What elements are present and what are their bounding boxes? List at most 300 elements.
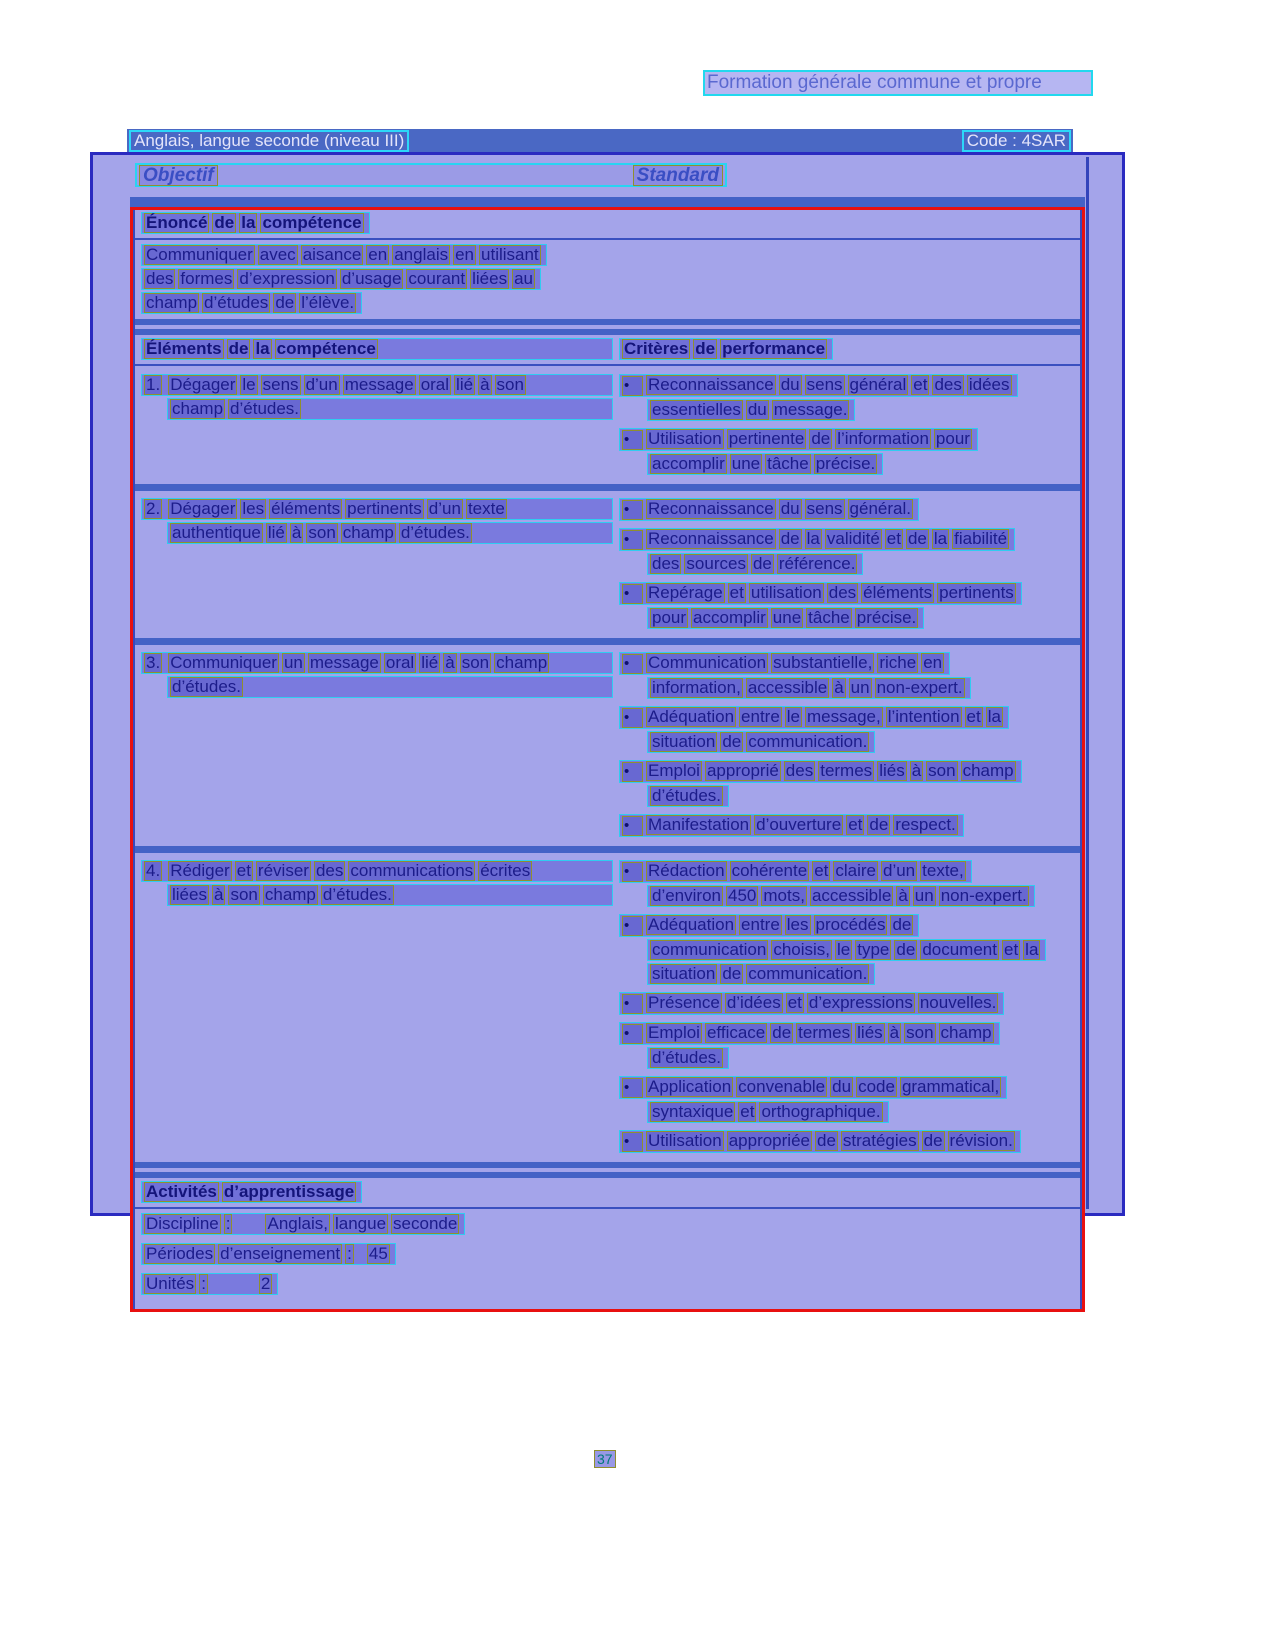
word-highlight: Emploi bbox=[648, 761, 700, 780]
row-separator bbox=[135, 846, 1080, 853]
word-highlight: langue bbox=[334, 1214, 387, 1233]
section-heading bbox=[619, 338, 833, 360]
word-highlight: d’expression bbox=[239, 269, 335, 288]
word-highlight: pour bbox=[935, 429, 970, 448]
enonce-paragraph bbox=[135, 244, 1080, 316]
word-highlight: d’études. bbox=[172, 677, 241, 696]
text-line bbox=[647, 963, 875, 985]
word-highlight: à bbox=[898, 886, 908, 905]
table-top-bar bbox=[130, 197, 1085, 207]
word-highlight: nouvelles. bbox=[919, 993, 997, 1012]
word-highlight: document bbox=[922, 940, 997, 959]
heading-rule bbox=[135, 1207, 1080, 1209]
word-highlight: message bbox=[309, 653, 379, 672]
text-line bbox=[619, 1076, 1007, 1099]
word-highlight: champ bbox=[146, 293, 198, 312]
word-highlight: efficace bbox=[706, 1023, 766, 1042]
word-highlight: général. bbox=[849, 499, 911, 518]
word-highlight: anglais bbox=[394, 245, 449, 264]
text-line bbox=[167, 398, 613, 420]
word-highlight: de bbox=[695, 339, 716, 358]
running-header: Formation générale commune et propre bbox=[703, 70, 1093, 96]
criterion bbox=[619, 582, 1076, 631]
word-highlight: lié bbox=[267, 523, 285, 542]
word-highlight: Rédiger bbox=[170, 861, 230, 880]
word-highlight: d’études. bbox=[230, 399, 300, 418]
word-highlight: à bbox=[291, 523, 302, 542]
text-line bbox=[619, 374, 1018, 397]
word-highlight: message. bbox=[773, 400, 848, 419]
enonce-section-heading bbox=[135, 212, 1080, 236]
text-line bbox=[141, 860, 613, 882]
bullet-icon: • bbox=[622, 584, 643, 604]
word-highlight: précise. bbox=[856, 608, 917, 627]
table-inner bbox=[133, 210, 1082, 1309]
bullet-icon: • bbox=[622, 994, 643, 1014]
word-highlight: à bbox=[834, 678, 844, 697]
word-highlight: de bbox=[869, 815, 889, 834]
panel-vertical-rule bbox=[1086, 157, 1089, 1209]
word-highlight: Reconnaissance bbox=[648, 499, 774, 518]
word-highlight: la bbox=[933, 529, 948, 548]
word-highlight: riche bbox=[879, 653, 917, 672]
word-highlight: information, bbox=[652, 678, 741, 697]
word-highlight: de bbox=[896, 940, 916, 959]
word-highlight: 2 bbox=[260, 1274, 271, 1293]
text-line bbox=[619, 1130, 1021, 1153]
word-highlight: la bbox=[1025, 940, 1039, 959]
word-highlight: de bbox=[214, 213, 235, 232]
criterion bbox=[619, 374, 1076, 423]
word-highlight: 450 bbox=[728, 886, 757, 905]
word-highlight: éléments bbox=[271, 499, 341, 518]
heading-rule bbox=[135, 238, 1080, 240]
word-highlight: Adéquation bbox=[648, 707, 735, 726]
objectif-heading: Objectif bbox=[139, 165, 218, 186]
criterion bbox=[619, 498, 1076, 523]
section-heading bbox=[141, 338, 613, 360]
word-highlight: l’intention bbox=[887, 707, 960, 726]
element-row bbox=[135, 370, 1080, 481]
word-highlight: l’information bbox=[837, 429, 929, 448]
element-statement bbox=[135, 652, 613, 839]
word-highlight: liées bbox=[472, 269, 508, 288]
word-highlight: 4. bbox=[146, 861, 161, 880]
word-highlight: Repérage bbox=[648, 583, 723, 602]
word-highlight: de bbox=[722, 964, 742, 983]
word-highlight: et bbox=[1003, 940, 1019, 959]
word-highlight: formes bbox=[180, 269, 233, 288]
word-highlight: termes bbox=[820, 761, 873, 780]
word-highlight: un bbox=[914, 886, 934, 905]
field-label-value bbox=[141, 1243, 396, 1265]
word-highlight: en bbox=[455, 245, 475, 264]
word-highlight: d’études. bbox=[652, 786, 721, 805]
word-highlight: de bbox=[816, 1131, 836, 1150]
word-highlight: Communication bbox=[648, 653, 767, 672]
word-highlight: performance bbox=[722, 339, 826, 358]
word-highlight: champ bbox=[342, 523, 394, 542]
text-line bbox=[619, 992, 1004, 1015]
word-highlight: une bbox=[731, 454, 761, 473]
word-highlight: situation bbox=[652, 964, 716, 983]
word-highlight: à bbox=[213, 885, 224, 904]
word-highlight: l’élève. bbox=[301, 293, 355, 312]
word-highlight: lié bbox=[421, 653, 439, 672]
criterion bbox=[619, 1130, 1076, 1155]
word-highlight: 2. bbox=[146, 499, 161, 518]
word-highlight: Application bbox=[648, 1077, 732, 1096]
text-line bbox=[647, 677, 971, 699]
content-panel bbox=[90, 152, 1125, 1293]
word-highlight: choisis, bbox=[773, 940, 831, 959]
activity-field bbox=[141, 1243, 1076, 1267]
text-line bbox=[647, 453, 883, 475]
word-highlight: la bbox=[241, 213, 256, 232]
word-highlight: Dégager bbox=[170, 375, 236, 394]
word-highlight: authentique bbox=[172, 523, 261, 542]
word-highlight: et bbox=[236, 861, 251, 880]
word-highlight: champ bbox=[264, 885, 316, 904]
word-highlight: d’enseignement bbox=[220, 1244, 341, 1263]
word-highlight: tâche bbox=[767, 454, 809, 473]
word-highlight: accomplir bbox=[693, 608, 766, 627]
activites-fields bbox=[135, 1213, 1080, 1297]
word-highlight: son bbox=[461, 653, 490, 672]
word-highlight: à bbox=[889, 1023, 900, 1042]
bullet-icon: • bbox=[622, 816, 643, 836]
word-highlight: entre bbox=[741, 707, 780, 726]
word-highlight: oral bbox=[420, 375, 450, 394]
word-highlight: Dégager bbox=[170, 499, 236, 518]
word-highlight: du bbox=[832, 1077, 852, 1096]
word-highlight: Reconnaissance bbox=[648, 529, 774, 548]
word-highlight: et bbox=[848, 815, 863, 834]
word-highlight: le bbox=[786, 707, 801, 726]
field-label-value bbox=[141, 1213, 465, 1235]
text-line bbox=[619, 860, 972, 883]
word-highlight: Périodes bbox=[146, 1244, 214, 1263]
bullet-icon: • bbox=[622, 862, 643, 882]
word-highlight: pour bbox=[652, 608, 687, 627]
word-highlight: idées bbox=[968, 375, 1010, 394]
word-highlight: pertinente bbox=[728, 429, 805, 448]
word-highlight: à bbox=[911, 761, 922, 780]
section-heading bbox=[141, 212, 370, 234]
word-highlight: des bbox=[828, 583, 857, 602]
word-highlight: substantielle, bbox=[773, 653, 873, 672]
word-highlight: : bbox=[201, 1274, 206, 1293]
bullet-icon: • bbox=[622, 1024, 643, 1044]
word-highlight: termes bbox=[798, 1023, 851, 1042]
text-line bbox=[141, 268, 541, 290]
text-line bbox=[647, 885, 1035, 907]
text-line bbox=[141, 244, 547, 266]
word-highlight: procédés bbox=[815, 915, 886, 934]
text-line bbox=[619, 760, 1022, 783]
word-highlight: Critères bbox=[624, 339, 689, 358]
word-highlight: liées bbox=[172, 885, 207, 904]
element-statement bbox=[135, 374, 613, 477]
bullet-icon: • bbox=[622, 1132, 643, 1152]
word-highlight: de bbox=[811, 429, 831, 448]
word-highlight: aisance bbox=[302, 245, 362, 264]
text-line bbox=[647, 553, 863, 575]
word-highlight: et bbox=[729, 583, 744, 602]
bullet-icon: • bbox=[622, 762, 643, 782]
word-highlight: son bbox=[308, 523, 336, 542]
word-highlight: en bbox=[923, 653, 943, 672]
word-highlight: message bbox=[344, 375, 414, 394]
word-highlight: d’études. bbox=[322, 885, 392, 904]
word-highlight: d’expressions bbox=[808, 993, 913, 1012]
word-highlight: de bbox=[892, 915, 912, 934]
word-highlight: code bbox=[858, 1077, 895, 1096]
criterion bbox=[619, 1076, 1076, 1125]
word-highlight: le bbox=[242, 375, 256, 394]
word-highlight: les bbox=[242, 499, 265, 518]
word-highlight: utilisant bbox=[481, 245, 539, 264]
word-highlight: précise. bbox=[815, 454, 876, 473]
bullet-icon: • bbox=[622, 708, 643, 728]
activity-field bbox=[141, 1273, 1076, 1297]
paragraph-line-wrap bbox=[141, 268, 1076, 292]
row-separator bbox=[135, 638, 1080, 645]
page-number: 37 bbox=[594, 1450, 616, 1468]
text-line bbox=[167, 676, 613, 698]
section-heading bbox=[141, 1181, 362, 1203]
word-highlight: non-expert. bbox=[876, 678, 963, 697]
objectif-standard-band bbox=[135, 163, 727, 187]
criterion bbox=[619, 528, 1076, 577]
word-highlight: d’idées bbox=[726, 993, 781, 1012]
word-highlight: des bbox=[315, 861, 344, 880]
word-highlight: des bbox=[785, 761, 814, 780]
criterion bbox=[619, 706, 1076, 755]
word-highlight: de bbox=[228, 339, 249, 358]
word-highlight: du bbox=[780, 499, 800, 518]
text-line bbox=[619, 706, 1009, 729]
word-highlight: une bbox=[772, 608, 802, 627]
text-line bbox=[647, 607, 924, 629]
elements-header bbox=[135, 338, 613, 362]
word-highlight: liés bbox=[879, 761, 905, 780]
word-highlight: et bbox=[740, 1102, 755, 1121]
word-highlight: type bbox=[857, 940, 890, 959]
word-highlight: pertinents bbox=[939, 583, 1014, 602]
word-highlight: approprié bbox=[706, 761, 779, 780]
word-highlight: respect. bbox=[895, 815, 956, 834]
activites-heading bbox=[135, 1181, 1080, 1205]
bullet-icon: • bbox=[622, 654, 643, 674]
bullet-icon: • bbox=[622, 916, 643, 936]
course-title: Anglais, langue seconde (niveau III) bbox=[129, 130, 409, 152]
word-highlight: et bbox=[886, 529, 901, 548]
word-highlight: à bbox=[445, 653, 455, 672]
text-line bbox=[647, 785, 729, 807]
word-highlight: réviser bbox=[257, 861, 309, 880]
word-highlight: champ bbox=[496, 653, 548, 672]
word-highlight: communication bbox=[652, 940, 767, 959]
text-line bbox=[619, 1022, 1000, 1045]
bullet-icon: • bbox=[622, 430, 643, 450]
word-highlight: Présence bbox=[648, 993, 720, 1012]
section-separator bbox=[135, 1162, 1080, 1178]
criteria-list bbox=[613, 374, 1080, 477]
word-highlight: d’environ bbox=[652, 886, 721, 905]
text-line bbox=[647, 1047, 729, 1069]
word-highlight: Reconnaissance bbox=[648, 375, 774, 394]
word-highlight: d’usage bbox=[341, 269, 402, 288]
word-highlight: de bbox=[780, 529, 800, 548]
word-highlight: et bbox=[913, 375, 928, 394]
criterion bbox=[619, 914, 1076, 987]
criterion bbox=[619, 428, 1076, 477]
word-highlight: : bbox=[347, 1244, 352, 1263]
word-highlight: liés bbox=[857, 1023, 883, 1042]
word-highlight: son bbox=[496, 375, 524, 394]
competency-table bbox=[130, 207, 1085, 1312]
word-highlight: claire bbox=[835, 861, 876, 880]
bullet-icon: • bbox=[622, 530, 643, 550]
criterion bbox=[619, 652, 1076, 701]
word-highlight: des bbox=[146, 269, 174, 288]
word-highlight: Utilisation bbox=[648, 1131, 722, 1150]
word-highlight: Énoncé bbox=[146, 213, 208, 232]
text-line bbox=[167, 522, 613, 544]
word-highlight: champ bbox=[940, 1023, 992, 1042]
word-highlight: non-expert. bbox=[940, 886, 1027, 905]
word-highlight: de bbox=[275, 293, 295, 312]
word-highlight: communications bbox=[350, 861, 474, 880]
row-separator bbox=[135, 484, 1080, 491]
word-highlight: champ bbox=[172, 399, 224, 418]
word-highlight: d’un bbox=[883, 861, 916, 880]
word-highlight: avec bbox=[259, 245, 296, 264]
word-highlight: d’ouverture bbox=[756, 815, 842, 834]
word-highlight: courant bbox=[408, 269, 466, 288]
text-line bbox=[619, 498, 919, 521]
word-highlight: Emploi bbox=[648, 1023, 700, 1042]
word-highlight: pertinents bbox=[347, 499, 422, 518]
word-highlight: accomplir bbox=[652, 454, 725, 473]
word-highlight: Activités bbox=[146, 1182, 217, 1201]
word-highlight: syntaxique bbox=[652, 1102, 734, 1121]
element-statement bbox=[135, 498, 613, 631]
text-line bbox=[619, 428, 978, 451]
word-highlight: les bbox=[786, 915, 809, 934]
word-highlight: son bbox=[906, 1023, 934, 1042]
course-code: Code : 4SAR bbox=[962, 130, 1071, 152]
text-line bbox=[141, 292, 362, 314]
text-line bbox=[619, 652, 950, 675]
bullet-icon: • bbox=[622, 1078, 643, 1098]
word-highlight: son bbox=[928, 761, 956, 780]
activity-field bbox=[141, 1213, 1076, 1237]
word-highlight: Éléments bbox=[146, 339, 222, 358]
text-line bbox=[141, 498, 613, 520]
word-highlight: Communiquer bbox=[146, 245, 253, 264]
text-line bbox=[141, 652, 613, 674]
word-highlight: en bbox=[368, 245, 388, 264]
word-highlight: sens bbox=[262, 375, 299, 394]
word-highlight: sources bbox=[686, 554, 746, 573]
word-highlight: Rédaction bbox=[648, 861, 725, 880]
word-highlight: utilisation bbox=[750, 583, 822, 602]
paragraph-line-wrap bbox=[141, 292, 1076, 316]
criterion bbox=[619, 860, 1076, 909]
word-highlight: du bbox=[747, 400, 767, 419]
bullet-icon: • bbox=[622, 500, 643, 520]
text-line bbox=[647, 731, 875, 753]
word-highlight: message, bbox=[807, 707, 881, 726]
column-headers bbox=[135, 338, 1080, 362]
word-highlight: au bbox=[514, 269, 533, 288]
section-separator bbox=[135, 319, 1080, 335]
word-highlight: orthographique. bbox=[761, 1102, 881, 1121]
word-highlight: à bbox=[480, 375, 490, 394]
word-highlight: d’un bbox=[428, 499, 461, 518]
word-highlight: éléments bbox=[863, 583, 933, 602]
word-highlight: de bbox=[907, 529, 927, 548]
word-highlight: appropriée bbox=[728, 1131, 810, 1150]
word-highlight: accessible bbox=[747, 678, 828, 697]
bullet-icon: • bbox=[622, 376, 643, 396]
word-highlight: convenable bbox=[738, 1077, 826, 1096]
word-highlight: des bbox=[934, 375, 962, 394]
field-label-value bbox=[141, 1273, 278, 1295]
word-highlight: Utilisation bbox=[648, 429, 722, 448]
word-highlight: un bbox=[283, 653, 303, 672]
word-highlight: Discipline bbox=[146, 1214, 219, 1233]
text-line bbox=[619, 582, 1022, 605]
heading-rule bbox=[135, 364, 1080, 366]
word-highlight: compétence bbox=[262, 213, 362, 232]
word-highlight: d’études. bbox=[400, 523, 470, 542]
text-line bbox=[167, 884, 613, 906]
word-highlight: compétence bbox=[276, 339, 376, 358]
word-highlight: Communiquer bbox=[170, 653, 277, 672]
element-row bbox=[135, 494, 1080, 635]
word-highlight: validité bbox=[826, 529, 880, 548]
word-highlight: seconde bbox=[393, 1214, 458, 1233]
word-highlight: la bbox=[987, 707, 1001, 726]
word-highlight: 3. bbox=[146, 653, 161, 672]
text-line bbox=[619, 814, 964, 837]
word-highlight: révision. bbox=[949, 1131, 1013, 1150]
word-highlight: le bbox=[837, 940, 851, 959]
element-rows bbox=[135, 370, 1080, 1159]
element-statement bbox=[135, 860, 613, 1155]
word-highlight: Adéquation bbox=[648, 915, 735, 934]
word-highlight: entre bbox=[741, 915, 780, 934]
criteres-header bbox=[613, 338, 1080, 362]
paragraph-line-wrap bbox=[141, 244, 1076, 268]
word-highlight: référence. bbox=[778, 554, 856, 573]
word-highlight: la bbox=[806, 529, 820, 548]
word-highlight: cohérente bbox=[731, 861, 808, 880]
word-highlight: des bbox=[652, 554, 680, 573]
word-highlight: fiabilité bbox=[954, 529, 1008, 548]
word-highlight: communication. bbox=[748, 964, 868, 983]
word-highlight: champ bbox=[962, 761, 1014, 780]
word-highlight: la bbox=[255, 339, 270, 358]
word-highlight: mots, bbox=[763, 886, 805, 905]
criteria-list bbox=[613, 498, 1080, 631]
word-highlight: d’études. bbox=[652, 1048, 721, 1067]
word-highlight: de bbox=[722, 732, 742, 751]
word-highlight: 1. bbox=[146, 375, 161, 394]
